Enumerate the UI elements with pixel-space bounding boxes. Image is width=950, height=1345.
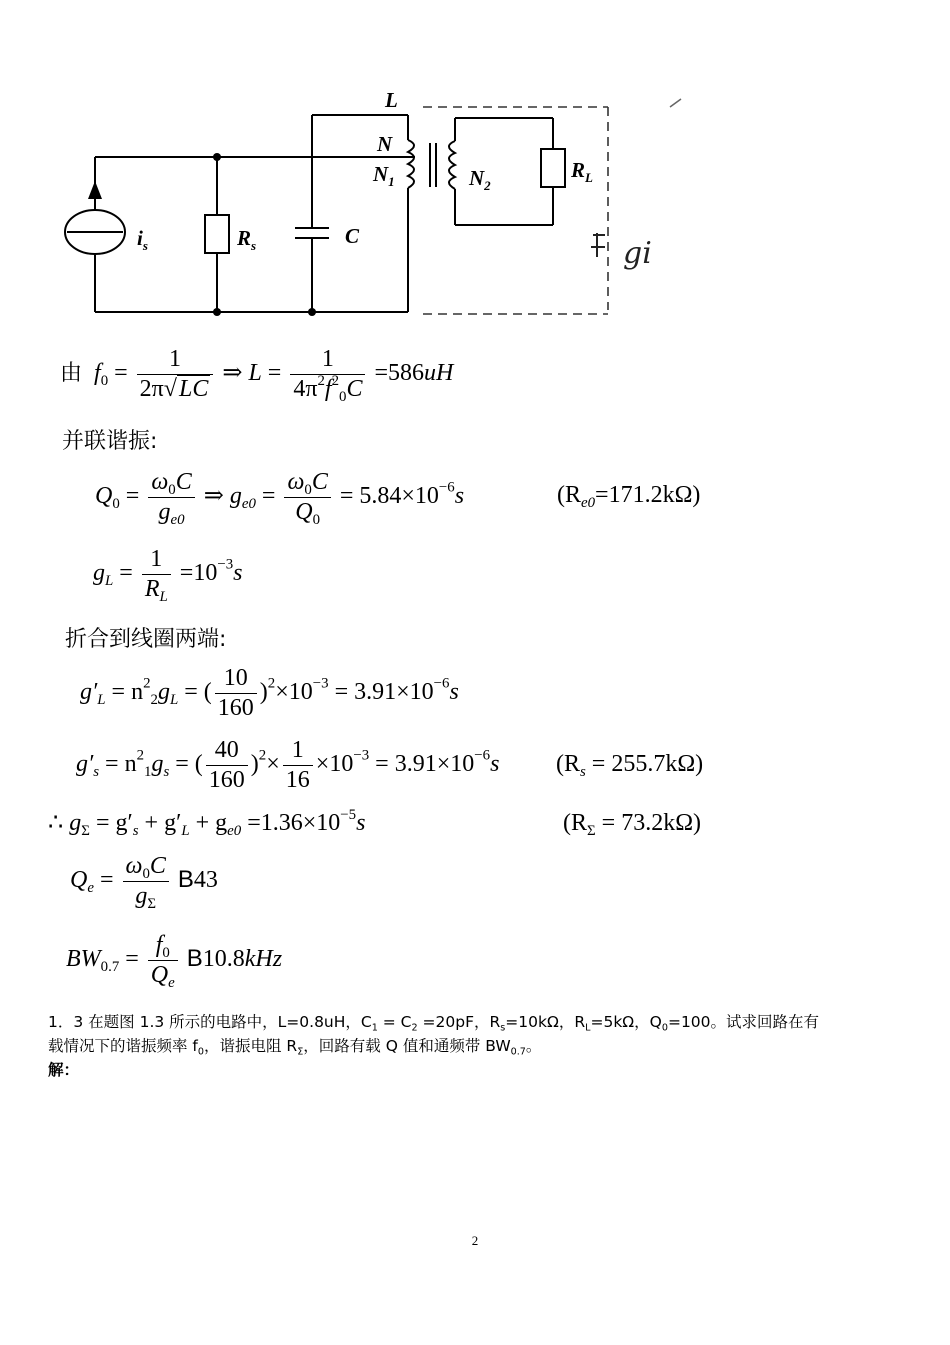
equation-bw: $BW_{0.7}$ = $\frac{f_0}{Q_e}$ B10.8kHz: [66, 932, 283, 991]
label-RL: $R_L$: [571, 158, 593, 185]
label-L: L: [385, 88, 398, 112]
page-number: 2: [471, 1233, 479, 1248]
equation-g-sum: ∴ $g_\Sigma = g'_s + g'_L + g_{e0} =1.36\times 10^{-5}s$: [48, 806, 366, 840]
handwritten-note: gi: [623, 236, 652, 271]
fraction-L: $\frac{1}{4\pi^2f^2_0C}$: [290, 345, 365, 404]
answer-label: 解：: [48, 1061, 80, 1079]
equation-gL: $g_L$ = $\frac{1}{R_L}$ $=10^{-3}s$: [93, 546, 243, 605]
equation-r-sum: $(R_\Sigma = 73.2k\Omega)$: [563, 810, 702, 840]
label-N2: $N_2$: [469, 166, 491, 193]
equation-q0: $Q_0$ = $\frac{\omega_0C}{g_{e0}}$ ⇒ $g_{e0}$ = $\frac{\omega_0C}{Q_0}$ = $5.84\times 10^{-6}s$: [95, 469, 465, 528]
label-N1: $N_1$: [373, 162, 395, 189]
equation-rs: $(R_s = 255.7k\Omega)$: [556, 751, 704, 781]
equation-qe: $Q_e$ = $\frac{\omega_0C}{g_\Sigma}$ B43: [70, 853, 218, 912]
heading-parallel-resonance: 并联谐振:: [62, 429, 158, 454]
equation-re0: $(R_{e0}=171.2k\Omega)$: [557, 482, 701, 512]
heading-fold-to-coil: 折合到线圈两端:: [65, 627, 227, 652]
equation-gs-prime: $g'_s = n^2_1g_s$ = ( $\frac{40}{160}$ )$^2$× $\frac{1}{16}$ $\times 10^{-3} = 3.91\times 10^{-6}s$: [76, 737, 500, 793]
prefix-you: 由: [60, 360, 83, 386]
handwritten-mark: [591, 233, 605, 257]
label-N: N: [377, 132, 393, 156]
label-Rs: $R_s$: [237, 226, 257, 253]
problem-statement: [48, 1010, 908, 1082]
problem-line-2: 载情况下的谐振频率 $f_0$，谐振电阻 $R_\Sigma$，回路有载 Q 值和通频带 $BW_{0.7}$。: [48, 1037, 542, 1058]
equation-gL-prime: $g'_L = n^2_2g_L$ = ( $\frac{10}{160}$ )$^2\times 10^{-3} = 3.91\times 10^{-6}s$: [80, 665, 459, 721]
label-is: $i_s$: [137, 226, 148, 253]
circuit-diagram: [55, 85, 695, 325]
problem-line-1: 1．3 在题图 1.3 所示的电路中，L=0.8uH，$C_1 = C_2 =20pF$，$R_s=10k\Omega$，$R_L=5k\Omega$，$Q_0=100$。试求回路在有: [48, 1013, 820, 1034]
label-C: C: [345, 224, 360, 248]
equation-f0-L: 由 $f_0$ = $\frac{1}{2\pi√LC}$ ⇒ L = $\frac{1}{4\pi^2f^2_0C}$ =586uH: [60, 346, 454, 405]
fraction-f0: $\frac{1}{2\pi√LC}$: [137, 345, 214, 404]
